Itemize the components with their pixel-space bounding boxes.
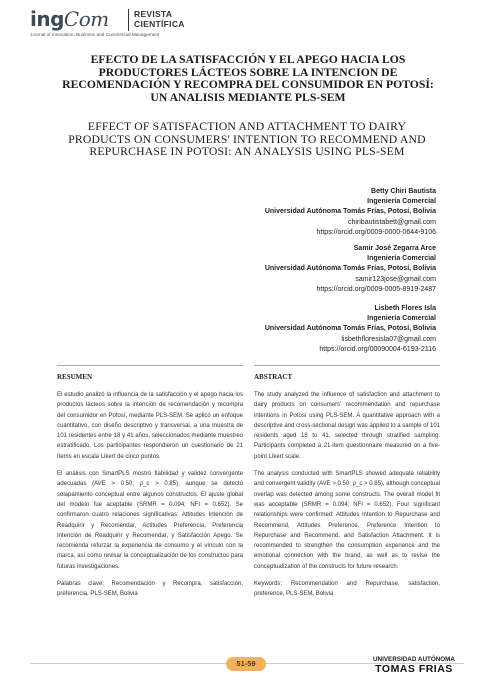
author-block-3 xyxy=(265,304,436,355)
author-block-1 xyxy=(265,187,436,238)
author-name: Lisbeth Flores Isla xyxy=(374,305,436,312)
author-university: Universidad Autónoma Tomás Frías, Potosí, Bolivia xyxy=(264,325,436,333)
abstract-paragraph: The analysis conducted with SmartPLS showed adequate reliability and convergent validity (AVE > 0.50; ρ_c > 0.85), although conceptual overlap was detected among some constructs. The overall model fit was acceptable (SRMR = 0.094; NFI = 0.652). Four significant relationships were confirmed: Attitudes Intention to Repurchase and Recommend, Attitudes Preference, Preference Intention to Repurchase and Recommend, and Satisfaction Attachment. It is recommended to strengthen the consumption experience and the emotional connection with the brand, as well as to revise the conceptualization of the constructs for future research. xyxy=(254,471,440,570)
logo-accent-text: Com xyxy=(63,7,109,31)
author-email[interactable]: samir123jose@gmail.com xyxy=(355,275,436,283)
author-email[interactable]: lisbethfloresisla07@gmail.com xyxy=(341,335,436,343)
abstract-divider xyxy=(254,365,440,366)
journal-logo xyxy=(30,7,109,31)
resumen-paragraph: El análisis con SmartPLS mostró fiabilidad y validez convergente adecuadas (AVE > 0.50; ρ_c > 0.85), aunque se detectó solapamiento conceptual entre algunos constructos. El ajuste global del modelo fue aceptable (SRMR = 0.094; NFI = 0.652). Se confirmaron cuatro relaciones significativas: Attitudes Intención de Readquirir y Recomendar, Actitudes Preferencia, Preferencia Intención de Readquirir y Recomendar, y Satisfacción Apego. Se recomienda reforzar la experiencia de consumo y el vínculo con la marca, así como revisar la conceptualización de los constructos para futuras investigaciones. xyxy=(57,471,243,570)
abstract-keywords: Keywords: Recommendation and Repurchase, satisfaction, preference, PLS-SEM, Bolivia xyxy=(254,581,440,598)
university-line-2: TOMAS FRIAS xyxy=(375,663,453,675)
author-name: Betty Chiri Bautista xyxy=(371,188,436,195)
author-university: Universidad Autónoma Tomás Frías, Potosí, Bolivia xyxy=(264,208,436,216)
author-role: Ingeniería Comercial xyxy=(367,255,436,263)
brand-line-1: REVISTA xyxy=(134,9,173,19)
resumen-heading: RESUMEN xyxy=(57,373,93,381)
journal-tagline: Journal of Innovation, Business and Commercial Management xyxy=(30,32,160,37)
resumen-divider xyxy=(57,365,243,366)
abstract-heading: ABSTRACT xyxy=(254,373,293,381)
title-spanish: EFECTO DE LA SATISFACCIÓN Y EL APEGO HACIA LOS PRODUCTORES LÁCTEOS SOBRE LA INTENCION DE RECOMENDACIÓN Y RECOMPRA DEL CONSUMIDOR EN POTOSÍ: UN ANALISIS MEDIANTE PLS-SEM xyxy=(62,53,434,105)
brand-line-2: CIENTÍFICA xyxy=(134,19,185,29)
author-orcid[interactable]: https://orcid.org/0009-0000-0644-9106 xyxy=(316,228,436,236)
author-name: Samir José Zegarra Arce xyxy=(353,245,436,252)
university-logo xyxy=(369,656,459,675)
author-university: Universidad Autónoma Tomás Frías, Potosí, Bolivia xyxy=(264,265,436,273)
logo-main-text: ing xyxy=(30,7,64,31)
resumen-paragraph: El estudio analizó la influencia de la satisfacción y el apego hacia los productos lácteos sobre la intención de recomendación y recompra del consumidor en Potosí, mediante PLS-SEM. Se aplicó un enfoque cuantitativo, con diseño descriptivo y transversal, a una muestra de 101 residentes entre 18 y 41 años, seleccionados mediante muestreo estratificado. Los participantes respondieron un cuestionario de 21 ítems en escala Likert de cinco puntos. xyxy=(57,392,243,460)
resumen-column xyxy=(57,373,243,607)
author-role: Ingeniería Comercial xyxy=(367,198,436,206)
page-range-badge: 51-59 xyxy=(226,657,266,671)
journal-header xyxy=(30,7,470,45)
author-email[interactable]: chiribautistabett@gmail.com xyxy=(347,218,436,226)
logo-divider xyxy=(128,9,129,31)
resumen-keywords: Palabras clave: Recomendación y Recompra, satisfacción, preferencia, PLS-SEM, Bolivia xyxy=(57,581,243,598)
abstract-paragraph: The study analyzed the influence of satisfaction and attachment to dairy products on consumers' recommendation and repurchase intentions in Potosí using PLS-SEM. A quantitative approach with a descriptive and cross-sectional design was applied to a sample of 101 residents aged 18 to 41, selected through stratified sampling. Participants completed a 21-item questionnaire measured on a five-point Likert scale. xyxy=(254,392,440,460)
title-english: EFFECT OF SATISFACTION AND ATTACHMENT TO DAIRY PRODUCTS ON CONSUMERS' INTENTION TO RECOMMEND AND REPURCHASE IN POTOSI: AN ANALYSIS USING PLS-SEM xyxy=(68,120,426,159)
university-line-1: UNIVERSIDAD AUTÓNOMA xyxy=(373,656,455,663)
author-orcid[interactable]: https://orcid.org/00090004-6193-2116 xyxy=(319,345,436,353)
author-orcid[interactable]: https://orcid.org/0009-0005-8919-2487 xyxy=(316,285,436,293)
author-block-2 xyxy=(265,244,436,295)
author-role: Ingeniería Comercial xyxy=(367,315,436,323)
abstract-column xyxy=(254,373,440,607)
